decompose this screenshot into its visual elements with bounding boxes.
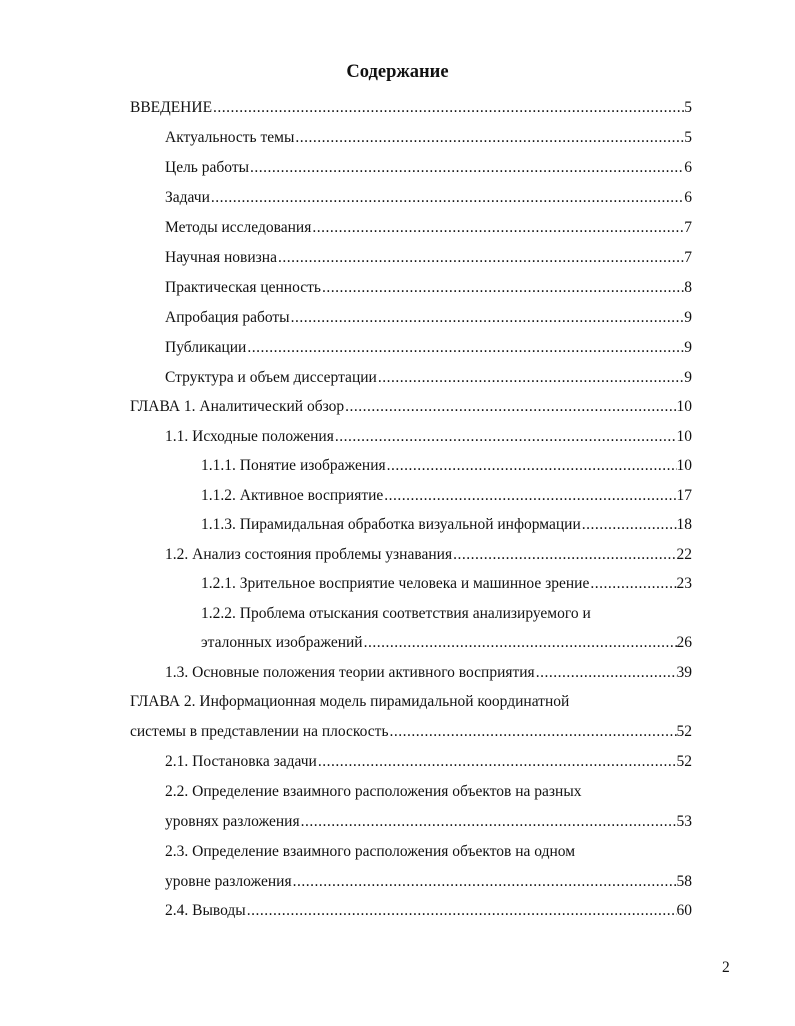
toc-leader-dots: [321, 278, 684, 298]
toc-leader-dots: [589, 574, 676, 594]
page-number: 2: [722, 959, 730, 976]
toc-page-number: 9: [684, 339, 692, 356]
toc-page-number: 9: [684, 369, 692, 386]
toc-entry-text: Методы исследования: [165, 219, 312, 236]
toc-leader-dots: [581, 515, 677, 535]
toc-leader-dots: [290, 308, 685, 328]
toc-leader-dots: [210, 188, 684, 208]
toc-leader-dots: [535, 663, 677, 683]
toc-entry-1-2-2-line1[interactable]: 1.2.2. Проблема отыскания соответствия анализируемого и: [201, 605, 591, 622]
toc-entry-1-1[interactable]: [165, 427, 692, 447]
toc-page-number: 22: [676, 546, 692, 563]
toc-entry-publications[interactable]: [165, 338, 692, 358]
toc-entry-text: Актуальность темы: [165, 129, 295, 146]
toc-leader-dots: [317, 752, 677, 772]
toc-entry-text: ВВЕДЕНИЕ: [130, 99, 213, 116]
toc-page-number: 60: [676, 902, 692, 919]
toc-entry-1-3[interactable]: [165, 663, 692, 683]
toc-page-number: 26: [676, 634, 692, 651]
toc-entry-chapter-2[interactable]: [130, 722, 692, 742]
toc-entry-1-1-1[interactable]: [201, 456, 692, 476]
toc-page-number: 18: [676, 516, 692, 533]
toc-entry-text: 1.3. Основные положения теории активного восприятия: [165, 664, 535, 681]
toc-leader-dots: [389, 722, 677, 742]
toc-page-number: 6: [684, 159, 692, 176]
toc-entry-2-2[interactable]: [165, 812, 692, 832]
toc-entry-text: Научная новизна: [165, 249, 277, 266]
toc-entry-approbation[interactable]: [165, 308, 692, 328]
toc-entry-2-3-line1[interactable]: 2.3. Определение взаимного расположения объектов на одном: [165, 843, 576, 860]
toc-entry-introduction[interactable]: [130, 98, 692, 118]
toc-entry-text: 1.1.3. Пирамидальная обработка визуальной информации: [201, 516, 581, 533]
toc-leader-dots: [311, 218, 684, 238]
toc-entry-1-1-2[interactable]: [201, 486, 692, 506]
toc-entry-text: ГЛАВА 1. Аналитический обзор: [130, 398, 345, 415]
toc-entry-1-2-1[interactable]: [201, 574, 692, 594]
toc-page-number: 23: [676, 575, 692, 592]
toc-entry-1-2-2[interactable]: [201, 633, 692, 653]
toc-entry-novelty[interactable]: [165, 248, 692, 268]
toc-entry-2-4[interactable]: [165, 901, 692, 921]
toc-leader-dots: [383, 486, 676, 506]
toc-entry-text: уровне разложения: [165, 873, 292, 890]
toc-page-number: 5: [684, 129, 692, 146]
toc-page-number: 17: [676, 487, 692, 504]
toc-entry-text: Практическая ценность: [165, 279, 321, 296]
toc-page-number: 5: [684, 99, 692, 116]
toc-page-number: 53: [676, 813, 692, 830]
toc-leader-dots: [386, 456, 677, 476]
toc-entry-relevance[interactable]: [165, 128, 692, 148]
toc-leader-dots: [344, 397, 676, 417]
toc-entry-text: 1.2. Анализ состояния проблемы узнавания: [165, 546, 453, 563]
toc-entry-text: 2.1. Постановка задачи: [165, 753, 317, 770]
toc-entry-text: Апробация работы: [165, 309, 290, 326]
toc-entry-text: 1.2.1. Зрительное восприятие человека и машинное зрение: [201, 575, 590, 592]
toc-page-number: 39: [676, 664, 692, 681]
toc-entry-practical-value[interactable]: [165, 278, 692, 298]
toc-entry-2-2-line1[interactable]: 2.2. Определение взаимного расположения объектов на разных: [165, 783, 582, 800]
toc-page-number: 10: [676, 457, 692, 474]
toc-page-number: 7: [684, 249, 692, 266]
toc-leader-dots: [294, 128, 684, 148]
toc-entry-text: 1.1.1. Понятие изображения: [201, 457, 386, 474]
toc-leader-dots: [292, 872, 677, 892]
toc-entry-text: 2.4. Выводы: [165, 902, 246, 919]
toc-entry-chapter-1[interactable]: [130, 397, 692, 417]
toc-leader-dots: [246, 901, 677, 921]
toc-entry-tasks[interactable]: [165, 188, 692, 208]
toc-entry-text: системы в представлении на плоскость: [130, 723, 389, 740]
toc-entry-text: уровнях разложения: [165, 813, 300, 830]
toc-leader-dots: [212, 98, 684, 118]
toc-leader-dots: [452, 545, 676, 565]
toc-entry-methods[interactable]: [165, 218, 692, 238]
toc-entry-text: Цель работы: [165, 159, 250, 176]
toc-page-number: 52: [676, 753, 692, 770]
toc-entry-text: Структура и объем диссертации: [165, 369, 377, 386]
toc-entry-1-2[interactable]: [165, 545, 692, 565]
toc-leader-dots: [363, 633, 677, 653]
toc-entry-text: Задачи: [165, 189, 210, 206]
toc-page-number: 8: [684, 279, 692, 296]
toc-entry-structure[interactable]: [165, 368, 692, 388]
toc-entry-text: 1.1. Исходные положения: [165, 428, 334, 445]
toc-leader-dots: [300, 812, 677, 832]
toc-entry-text: эталонных изображений: [201, 634, 363, 651]
toc-entry-text: Публикации: [165, 339, 247, 356]
toc-page-number: 58: [676, 873, 692, 890]
toc-page-number: 10: [676, 398, 692, 415]
toc-entry-goal[interactable]: [165, 158, 692, 178]
toc-entry-text: 1.1.2. Активное восприятие: [201, 487, 384, 504]
toc-page-number: 6: [684, 189, 692, 206]
toc-entry-2-1[interactable]: [165, 752, 692, 772]
toc-entry-chapter-2-line1[interactable]: ГЛАВА 2. Информационная модель пирамидальной координатной: [130, 693, 570, 710]
toc-leader-dots: [377, 368, 684, 388]
toc-page-number: 52: [676, 723, 692, 740]
toc-entry-1-1-3[interactable]: [201, 515, 692, 535]
toc-leader-dots: [249, 158, 684, 178]
toc-leader-dots: [334, 427, 677, 447]
toc-entry-2-3[interactable]: [165, 872, 692, 892]
toc-leader-dots: [277, 248, 684, 268]
toc-page-number: 10: [676, 428, 692, 445]
toc-leader-dots: [246, 338, 684, 358]
toc-page-number: 9: [684, 309, 692, 326]
toc-page-number: 7: [684, 219, 692, 236]
page-title: Содержание: [346, 62, 449, 82]
